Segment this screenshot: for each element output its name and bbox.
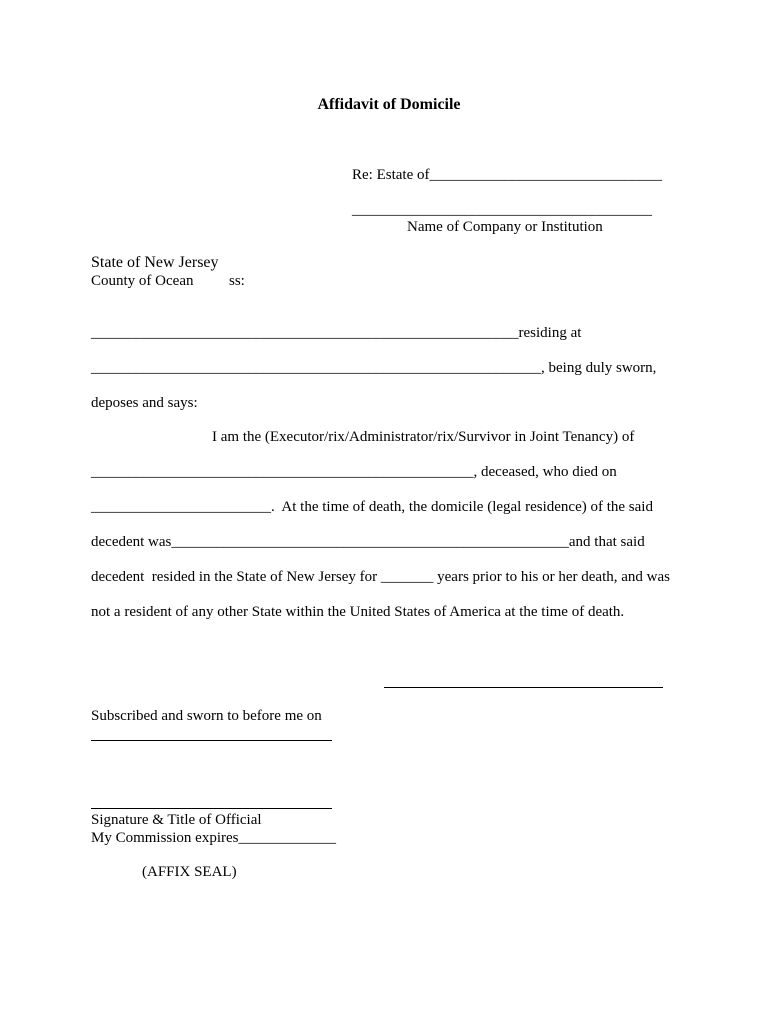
state-label: State of New Jersey bbox=[91, 254, 219, 271]
affiant-address-line: ____________________________________________________________, being duly sworn, bbox=[91, 360, 657, 376]
document-title: Affidavit of Domicile bbox=[317, 96, 461, 113]
county-label: County of Ocean bbox=[91, 273, 194, 289]
official-title-label: Signature & Title of Official bbox=[91, 812, 262, 828]
affix-seal-label: (AFFIX SEAL) bbox=[142, 864, 237, 880]
death-date-line: ________________________. At the time of death, the domicile (legal residence) of the said bbox=[91, 499, 653, 515]
sworn-text: Subscribed and sworn to before me on bbox=[91, 708, 322, 724]
ss-label: ss: bbox=[229, 273, 245, 289]
decedent-name-line: ___________________________________________________, deceased, who died on bbox=[91, 464, 617, 480]
sworn-date-line bbox=[91, 740, 332, 741]
company-label: Name of Company or Institution bbox=[407, 219, 603, 235]
company-signature-line: ________________________________________ bbox=[352, 202, 652, 218]
affiant-signature-line bbox=[384, 687, 663, 688]
official-signature-line bbox=[91, 808, 332, 809]
re-estate-line: Re: Estate of_______________________________ bbox=[352, 167, 662, 183]
affiant-name-line: _________________________________________________________residing at bbox=[91, 325, 582, 341]
deposes-text: deposes and says: bbox=[91, 395, 198, 411]
domicile-line: decedent was_____________________________________________________and that said bbox=[91, 534, 645, 550]
capacity-text: I am the (Executor/rix/Administrator/rix/Survivor in Joint Tenancy) of bbox=[212, 429, 635, 445]
residency-years-line: decedent resided in the State of New Jersey for _______ years prior to his or her death, and was bbox=[91, 569, 670, 585]
commission-expires-line: My Commission expires_____________ bbox=[91, 830, 337, 846]
non-resident-text: not a resident of any other State within the United States of America at the time of death. bbox=[91, 604, 625, 620]
